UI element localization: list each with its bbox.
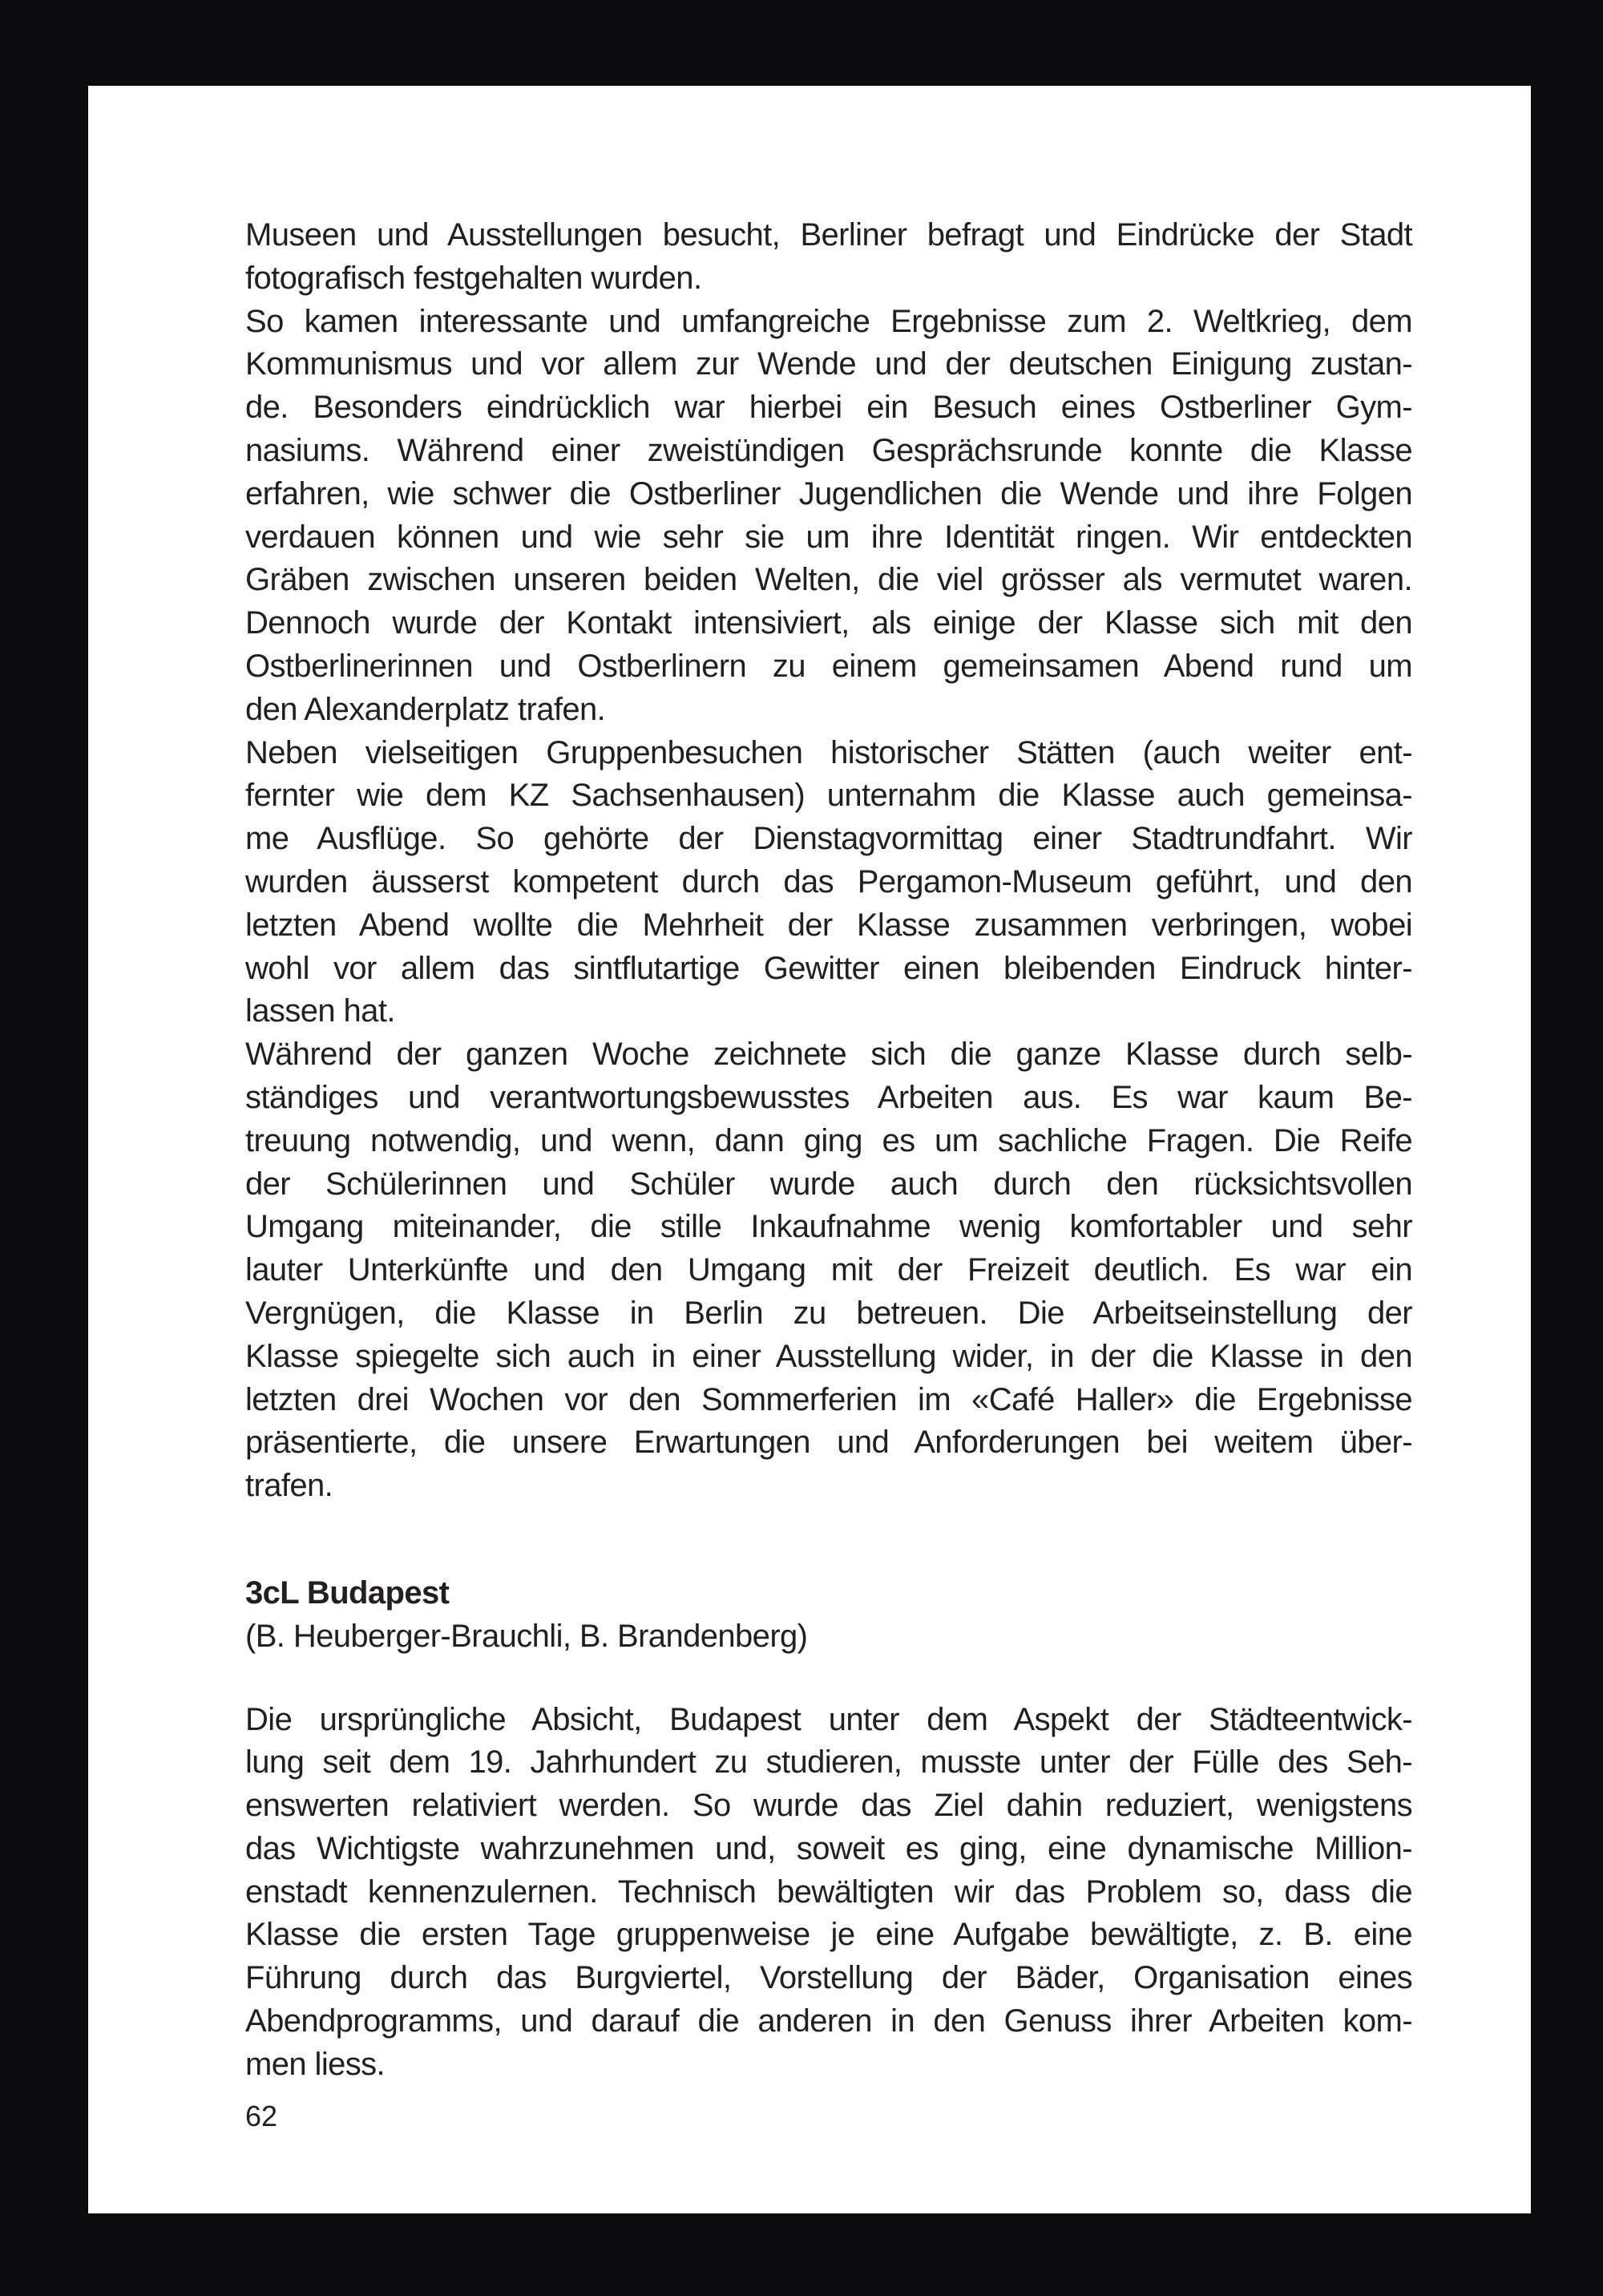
document-page <box>88 86 1531 2213</box>
text-line: enstadt kennenzulernen. Technisch bewältigten wir das Problem so, dass die <box>245 1874 1412 1910</box>
text-line: verdauen können und wie sehr sie um ihre Identität ringen. Wir entdeckten <box>245 519 1412 555</box>
text-line: lauter Unterkünfte und den Umgang mit der Freizeit deutlich. Es war ein <box>245 1252 1412 1288</box>
text-line: treuung notwendig, und wenn, dann ging es um sachliche Fragen. Die Reife <box>245 1122 1412 1158</box>
page-number: 62 <box>245 2100 278 2132</box>
section-spacer <box>245 1508 1412 1572</box>
text-line: Museen und Ausstellungen besucht, Berliner befragt und Eindrücke der Stadt <box>245 217 1412 253</box>
text-line: Umgang miteinander, die stille Inkaufnahme wenig komfortabler und sehr <box>245 1209 1412 1245</box>
text-line: Ostberlinerinnen und Ostberlinern zu einem gemeinsamen Abend rund um <box>245 648 1412 684</box>
text-line: Klasse die ersten Tage gruppenweise je eine Aufgabe bewältigte, z. B. eine <box>245 1917 1412 1953</box>
text-line: letzten Abend wollte die Mehrheit der Klasse zusammen verbringen, wobei <box>245 907 1412 943</box>
text-line: lassen hat. <box>245 993 395 1029</box>
text-line: den Alexanderplatz trafen. <box>245 691 606 727</box>
text-line: wohl vor allem das sintflutartige Gewitter einen bleibenden Eindruck hinter- <box>245 950 1412 986</box>
text-line: präsentierte, die unsere Erwartungen und Anforderungen bei weitem über- <box>245 1425 1412 1461</box>
text-line: Vergnügen, die Klasse in Berlin zu betreuen. Die Arbeitseinstellung der <box>245 1295 1412 1331</box>
text-line: enswerten relativiert werden. So wurde das Ziel dahin reduziert, wenigstens <box>245 1788 1412 1824</box>
text-line: me Ausflüge. So gehörte der Dienstagvormittag einer Stadtrundfahrt. Wir <box>245 821 1412 857</box>
text-line: nasiums. Während einer zweistündigen Gesprächsrunde konnte die Klasse <box>245 432 1412 468</box>
text-line: Neben vielseitigen Gruppenbesuchen historischer Stätten (auch weiter ent- <box>245 734 1412 770</box>
text-line: So kamen interessante und umfangreiche Ergebnisse zum 2. Weltkrieg, dem <box>245 303 1412 339</box>
text-line: das Wichtigste wahrzunehmen und, soweit es ging, eine dynamische Million- <box>245 1830 1412 1866</box>
section-heading: 3cL Budapest <box>245 1574 450 1611</box>
text-line: fernter wie dem KZ Sachsenhausen) unternahm die Klasse auch gemeinsa- <box>245 778 1412 814</box>
text-line: men liess. <box>245 2046 386 2082</box>
text-line: der Schülerinnen und Schüler wurde auch durch den rücksichtsvollen <box>245 1166 1412 1202</box>
text-line: ständiges und verantwortungsbewusstes Arbeiten aus. Es war kaum Be- <box>245 1079 1412 1115</box>
text-line: Während der ganzen Woche zeichnete sich die ganze Klasse durch selb- <box>245 1037 1412 1073</box>
berlin-report-section <box>245 214 1412 1508</box>
text-line: Kommunismus und vor allem zur Wende und der deutschen Einigung zustan- <box>245 346 1412 382</box>
text-line: Die ursprüngliche Absicht, Budapest unter dem Aspekt der Städteentwick- <box>245 1701 1412 1737</box>
text-line: Klasse spiegelte sich auch in einer Ausstellung wider, in der die Klasse in den <box>245 1338 1412 1374</box>
section-authors: (B. Heuberger-Brauchli, B. Brandenberg) <box>245 1618 808 1654</box>
budapest-report-section <box>245 1572 1412 2087</box>
text-line: Führung durch das Burgviertel, Vorstellung der Bäder, Organisation eines <box>245 1960 1412 1996</box>
text-line: erfahren, wie schwer die Ostberliner Jugendlichen die Wende und ihre Folgen <box>245 475 1412 511</box>
text-line: wurden äusserst kompetent durch das Pergamon-Museum geführt, und den <box>245 863 1412 899</box>
text-line: lung seit dem 19. Jahrhundert zu studieren, musste unter der Fülle des Seh- <box>245 1744 1412 1781</box>
text-line: de. Besonders eindrücklich war hierbei ein Besuch eines Ostberliner Gym- <box>245 390 1412 426</box>
paragraph-spacer <box>245 1659 1412 1699</box>
text-line: Dennoch wurde der Kontakt intensiviert, als einige der Klasse sich mit den <box>245 605 1412 641</box>
text-line: Abendprogramms, und darauf die anderen in den Genuss ihrer Arbeiten kom- <box>245 2003 1412 2039</box>
text-line: letzten drei Wochen vor den Sommerferien im «Café Haller» die Ergebnisse <box>245 1381 1412 1417</box>
text-line: Gräben zwischen unseren beiden Welten, die viel grösser als vermutet waren. <box>245 562 1412 598</box>
text-line: fotografisch festgehalten wurden. <box>245 260 702 296</box>
text-line: trafen. <box>245 1468 333 1504</box>
page-body <box>245 214 1412 2087</box>
